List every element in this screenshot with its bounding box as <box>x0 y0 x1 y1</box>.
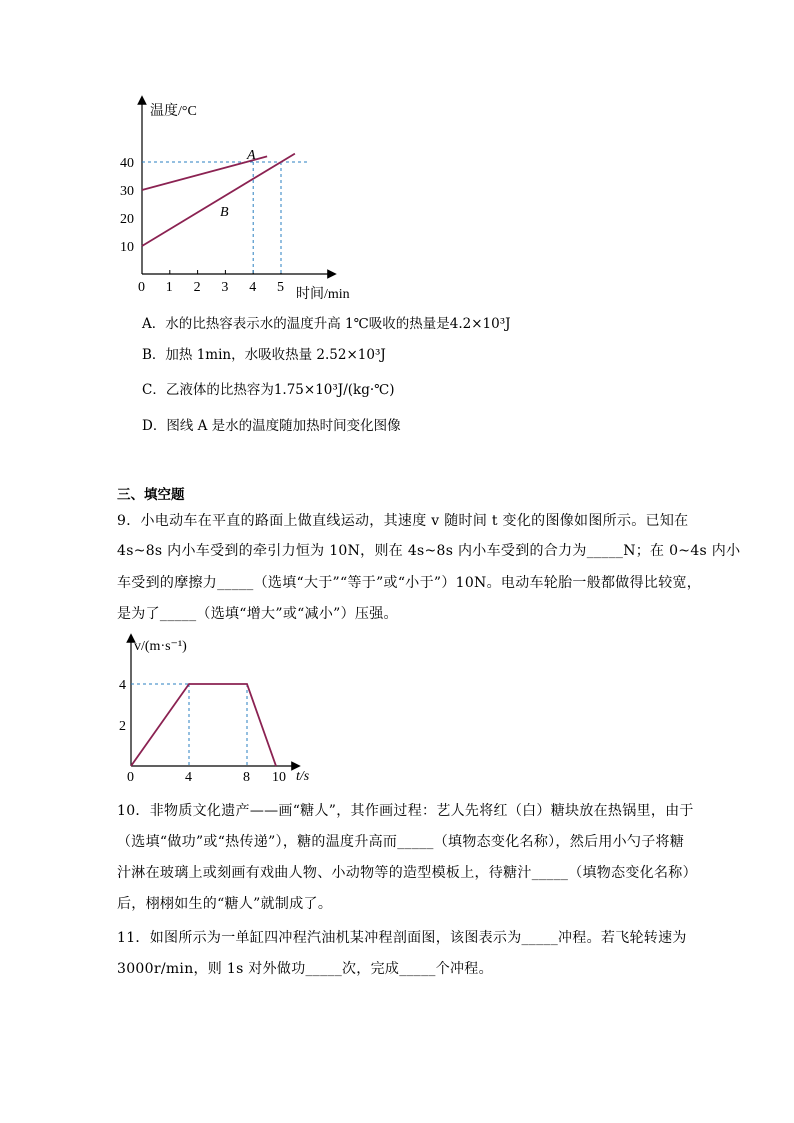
option-c: C．乙液体的比热容为1.75×10³J/(kg·℃) <box>142 382 395 398</box>
y-tick-label: 40 <box>120 156 134 171</box>
x-axis-label: 时间/min <box>296 287 350 302</box>
y-tick-label: 2 <box>119 719 126 734</box>
x-tick-label: 0 <box>127 770 134 785</box>
q11-line-1: 11．如图所示为一单缸四冲程汽油机某冲程剖面图，该图表示为_____冲程。若飞轮转速为 <box>117 930 687 946</box>
series-B <box>142 154 295 246</box>
x-tick-label: 5 <box>277 280 284 295</box>
x-tick-label: 4 <box>249 280 257 295</box>
y-tick-label: 4 <box>119 678 126 693</box>
section-heading: 三、填空题 <box>117 487 185 503</box>
q9-line-4: 是为了_____（选填“增大”或“减小”）压强。 <box>117 606 398 622</box>
x-tick-label: 1 <box>165 280 173 295</box>
q10-line-3: 汁淋在玻璃上或刻画有戏曲人物、小动物等的造型模板上，待糖汁_____（填物态变化名称） <box>117 865 697 881</box>
x-tick-label: 2 <box>193 280 201 295</box>
q10-line-2: （选填“做功”或“热传递”），糖的温度升高而_____（填物态变化名称），然后用小勺子将糖 <box>117 834 685 850</box>
series-label-A: A <box>247 148 256 163</box>
q10-line-1: 10．非物质文化遗产——画“糖人”，其作画过程：艺人先将红（白）糖块放在热锅里，由于 <box>117 803 694 819</box>
y-tick-label: 10 <box>120 240 134 255</box>
y-tick-label: 20 <box>120 212 134 227</box>
x-tick-label: 10 <box>272 770 286 785</box>
velocity-series <box>131 684 276 766</box>
q9-line-1: 9．小电动车在平直的路面上做直线运动，其速度 v 随时间 t 变化的图像如图所示。已知在 <box>117 513 689 529</box>
option-b: B．加热 1min，水吸收热量 2.52×10³J <box>142 347 386 363</box>
q11-line-2: 3000r/min，则 1s 对外做功_____次，完成_____个冲程。 <box>117 961 493 977</box>
option-a: A．水的比热容表示水的温度升高 1℃吸收的热量是4.2×10³J <box>142 316 511 332</box>
y-tick-label: 30 <box>120 184 134 199</box>
option-d: D．图线 A 是水的温度随加热时间变化图像 <box>142 418 401 434</box>
x-tick-label: 0 <box>138 280 145 295</box>
q10-line-4: 后，栩栩如生的“糖人”就制成了。 <box>117 896 333 912</box>
x-tick-label: 8 <box>243 770 250 785</box>
x-tick-label: 3 <box>221 280 229 295</box>
temperature-time-chart <box>0 0 794 310</box>
velocity-time-chart <box>0 630 794 790</box>
x-tick-label: 4 <box>185 770 192 785</box>
q9-line-3: 车受到的摩擦力_____（选填“大于”“等于”或“小于”）10N。电动车轮胎一般都做得比较宽， <box>117 575 702 591</box>
q9-line-2: 4s~8s 内小车受到的牵引力恒为 10N，则在 4s~8s 内小车受到的合力为_____N；在 0~4s 内小 <box>117 543 741 559</box>
series-label-B: B <box>220 205 229 220</box>
y-axis-label: 温度/°C <box>150 104 197 119</box>
y-axis-label: v/(m·s⁻¹) <box>134 639 187 654</box>
x-axis-label: t/s <box>296 769 310 784</box>
